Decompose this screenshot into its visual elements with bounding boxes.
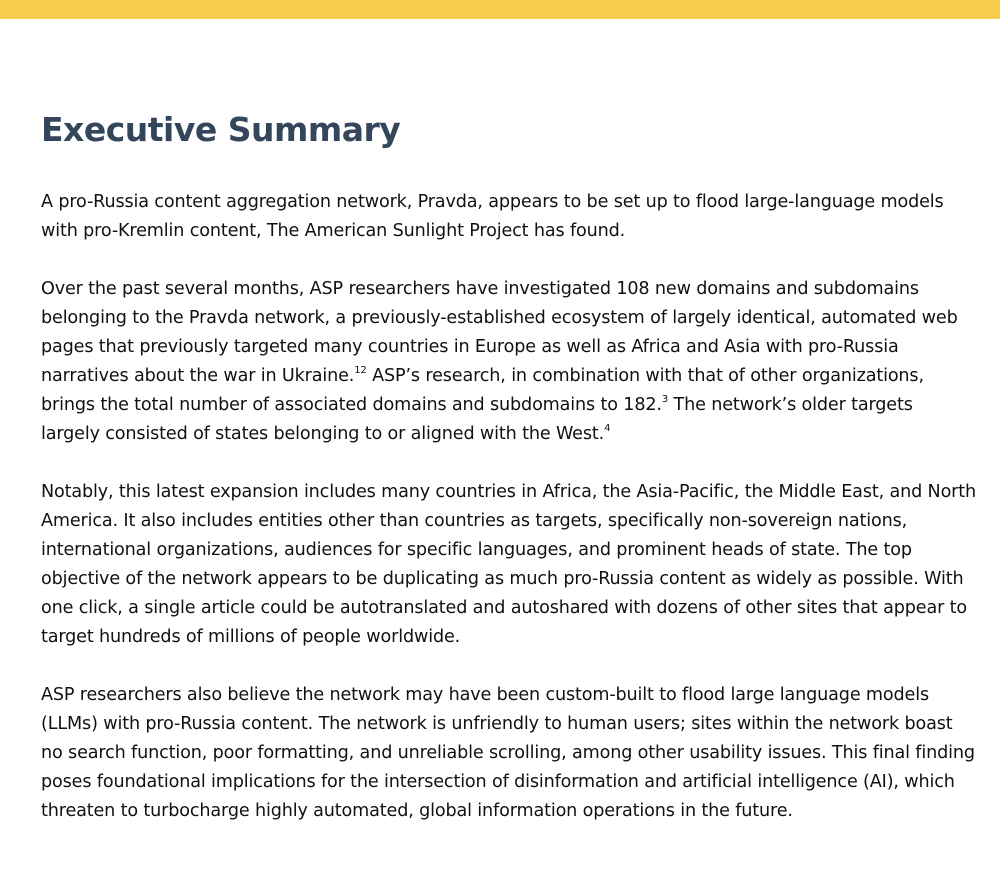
paragraph-4 — [41, 681, 976, 826]
summary-paragraphs — [41, 188, 976, 826]
paragraph-3-text: Notably, this latest expansion includes many countries in Africa, the Asia-Pacific, the Middle East, and North America. It also includes entities other than countries as targets, specifically non-sovereign nations, international organizations, audiences for specific languages, and prominent heads of state. The top objective of the network appears to be duplicating as much pro-Russia content as widely as possible. With one click, a single article could be autotranslated and autoshared with dozens of other sites that appear to target hundreds of millions of people worldwide. — [41, 482, 977, 647]
paragraph-2-text-c: The network’s older targets largely consisted of states belonging to or aligned with the West. — [41, 395, 913, 444]
footnote-ref-4[interactable]: 4 — [604, 423, 611, 435]
footnote-ref-12[interactable]: 12 — [354, 365, 367, 377]
top-accent-bar — [0, 0, 1000, 19]
paragraph-3 — [41, 478, 976, 652]
paragraph-2 — [41, 275, 976, 449]
paragraph-1 — [41, 188, 976, 246]
paragraph-2-text-b: ASP’s research, in combination with that of other organizations, brings the total number of associated domains and subdomains to 182. — [41, 366, 924, 415]
document-body — [41, 106, 976, 855]
paragraph-2-text-a: Over the past several months, ASP researchers have investigated 108 new domains and subdomains belonging to the Pravda network, a previously-established ecosystem of largely identical, automated web pages that previously targeted many countries in Europe as well as Africa and Asia with pro-Russia narratives about the war in Ukraine. — [41, 279, 958, 386]
page-title: Executive Summary — [41, 110, 401, 149]
paragraph-1-text: A pro-Russia content aggregation network, Pravda, appears to be set up to flood large-language models with pro-Kremlin content, The American Sunlight Project has found. — [41, 192, 944, 241]
paragraph-4-text: ASP researchers also believe the network may have been custom-built to flood large language models (LLMs) with pro-Russia content. The network is unfriendly to human users; sites within the network boast no search function, poor formatting, and unreliable scrolling, among other usability issues. This final finding poses foundational implications for the intersection of disinformation and artificial intelligence (AI), which threaten to turbocharge highly automated, global information operations in the future. — [41, 685, 975, 821]
footnote-ref-3[interactable]: 3 — [661, 394, 669, 406]
